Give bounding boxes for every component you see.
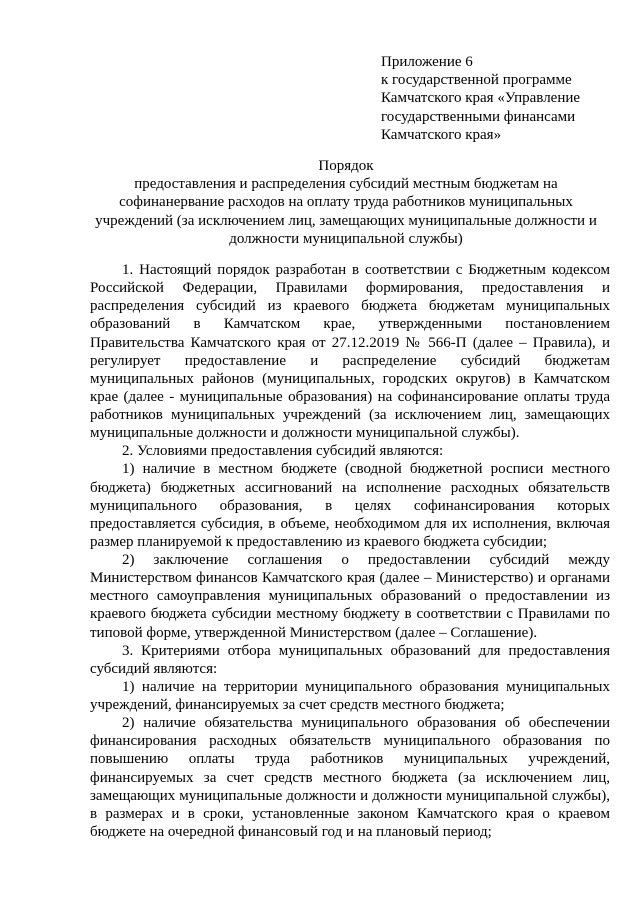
document-subtitle: предоставления и распределения субсидий местным бюджетам на софинанервание расходов на оплату труда работников муниципальных учреждений (за исключением лиц, замещающих муниципальные должности и должности муниципальной службы) <box>95 176 597 247</box>
paragraph: 2) заключение соглашения о предоставлении субсидий между Министерством финансов Камчатского края (далее – Министерство) и органами местного самоуправления муниципальных образований о предоставлении из краевого бюджета субсидии местному бюджету в соответствии с Правилами по типовой форме, утвержденной Министерством (далее – Соглашение). <box>90 552 610 641</box>
appendix-line: Камчатского края» <box>381 126 502 143</box>
paragraph: 1. Настоящий порядок разработан в соответствии с Бюджетным кодексом Российской Федерации, Правилами формирования, предоставления и распределения субсидий из краевого бюджета бюджетам муниципальных образований в Камчатском крае, утвержденными постановлением Правительства Камчатского края от 27.12.2019 № 566-П (далее – Правила), и регулирует предоставление и распределение субсидий бюджетам муниципальных районов (муниципальных, городских округов) в Камчатском крае (далее - муниципальные образования) на софинансирование оплаты труда работников муниципальных учреждений (за исключением лиц, замещающих муниципальные должности и должности муниципальной службы). <box>90 262 610 442</box>
document-title: Порядок <box>318 158 374 174</box>
document-body <box>90 261 610 841</box>
document-heading <box>80 157 612 248</box>
appendix-note <box>381 53 626 144</box>
paragraph: 3. Критериями отбора муниципальных образований для предоставления субсидий являются: <box>90 642 610 677</box>
appendix-line: Камчатского края «Управление <box>381 90 581 107</box>
appendix-line: к государственной программе <box>381 72 572 89</box>
paragraph: 2) наличие обязательства муниципального образования об обеспечении финансирования расходных обязательств муниципального образования по повышению оплаты труда работников муниципальных учреждений, финансируемых за счет средств местного бюджета (за исключением лиц, замещающих муниципальные должности и должности муниципальной службы), в размерах и в сроки, установленные законом Камчатского края о краевом бюджете на очередной финансовый год и на плановый период; <box>90 715 610 840</box>
paragraph: 1) наличие на территории муниципального образования муниципальных учреждений, финансируемых за счет средств местного бюджета; <box>90 678 610 713</box>
appendix-line: государственными финансами <box>381 108 576 125</box>
paragraph: 2. Условиями предоставления субсидий являются: <box>122 443 444 460</box>
appendix-line: Приложение 6 <box>381 54 473 70</box>
paragraph: 1) наличие в местном бюджете (сводной бюджетной росписи местного бюджета) бюджетных ассигнований на исполнение расходных обязательств муниципального образования, в целях софинансирования которых предоставляется субсидия, в объеме, необходимом для их исполнения, включая размер планируемой к предоставлению из краевого бюджета субсидии; <box>90 461 610 550</box>
